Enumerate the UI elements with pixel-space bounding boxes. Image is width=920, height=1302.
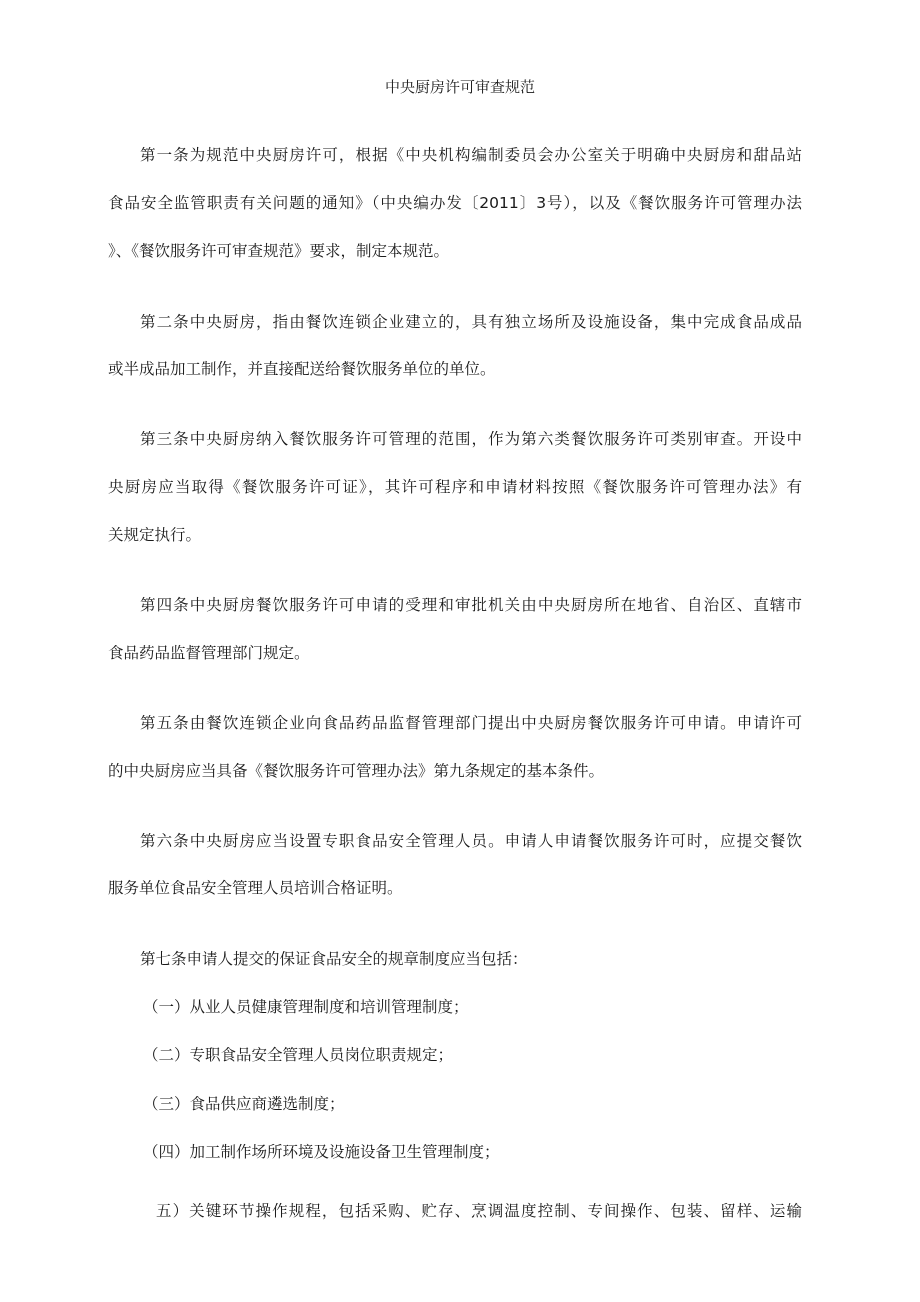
list-item-5: 五）关键环节操作规程，包括采购、贮存、烹调温度控制、专间操作、包装、留样、运输 (156, 1202, 802, 1220)
article-3-line-3: 关规定执行。 (108, 526, 202, 544)
list-item-3: （三）食品供应商遴选制度； (143, 1095, 345, 1113)
article-3-line-2: 央厨房应当取得《餐饮服务许可证》，其许可程序和申请材料按照《餐饮服务许可管理办法》有 (108, 478, 802, 496)
document-title: 中央厨房许可审查规范 (384, 78, 535, 96)
article-7-line-1: 第七条申请人提交的保证食品安全的规章制度应当包括： (140, 950, 528, 968)
article-1-line-3: 》、《餐饮服务许可审查规范》要求，制定本规范。 (108, 242, 450, 260)
article-6-line-1: 第六条中央厨房应当设置专职食品安全管理人员。申请人申请餐饮服务许可时，应提交餐饮 (140, 832, 802, 850)
article-1-line-1: 第一条为规范中央厨房许可，根据《中央机构编制委员会办公室关于明确中央厨房和甜品站 (140, 146, 802, 164)
article-2-line-2: 或半成品加工制作，并直接配送给餐饮服务单位的单位。 (108, 360, 496, 378)
article-5-line-2: 的中央厨房应当具备《餐饮服务许可管理办法》第九条规定的基本条件。 (108, 762, 605, 780)
article-6-line-2: 服务单位食品安全管理人员培训合格证明。 (108, 879, 403, 897)
article-1-line-2: 食品安全监管职责有关问题的通知》（中央编办发〔2011〕3号），以及《餐饮服务许可管理办法 (108, 194, 802, 212)
list-item-2: （二）专职食品安全管理人员岗位职责规定； (143, 1046, 454, 1064)
article-4-line-1: 第四条中央厨房餐饮服务许可申请的受理和审批机关由中央厨房所在地省、自治区、直辖市 (140, 596, 802, 614)
article-2-line-1: 第二条中央厨房，指由餐饮连锁企业建立的，具有独立场所及设施设备，集中完成食品成品 (140, 313, 802, 331)
article-5-line-1: 第五条由餐饮连锁企业向食品药品监督管理部门提出中央厨房餐饮服务许可申请。申请许可 (140, 714, 802, 732)
article-4-line-2: 食品药品监督管理部门规定。 (108, 644, 310, 662)
article-3-line-1: 第三条中央厨房纳入餐饮服务许可管理的范围，作为第六类餐饮服务许可类别审查。开设中 (140, 430, 802, 448)
list-item-4: （四）加工制作场所环境及设施设备卫生管理制度； (143, 1143, 500, 1161)
list-item-1: （一）从业人员健康管理制度和培训管理制度； (143, 998, 469, 1016)
